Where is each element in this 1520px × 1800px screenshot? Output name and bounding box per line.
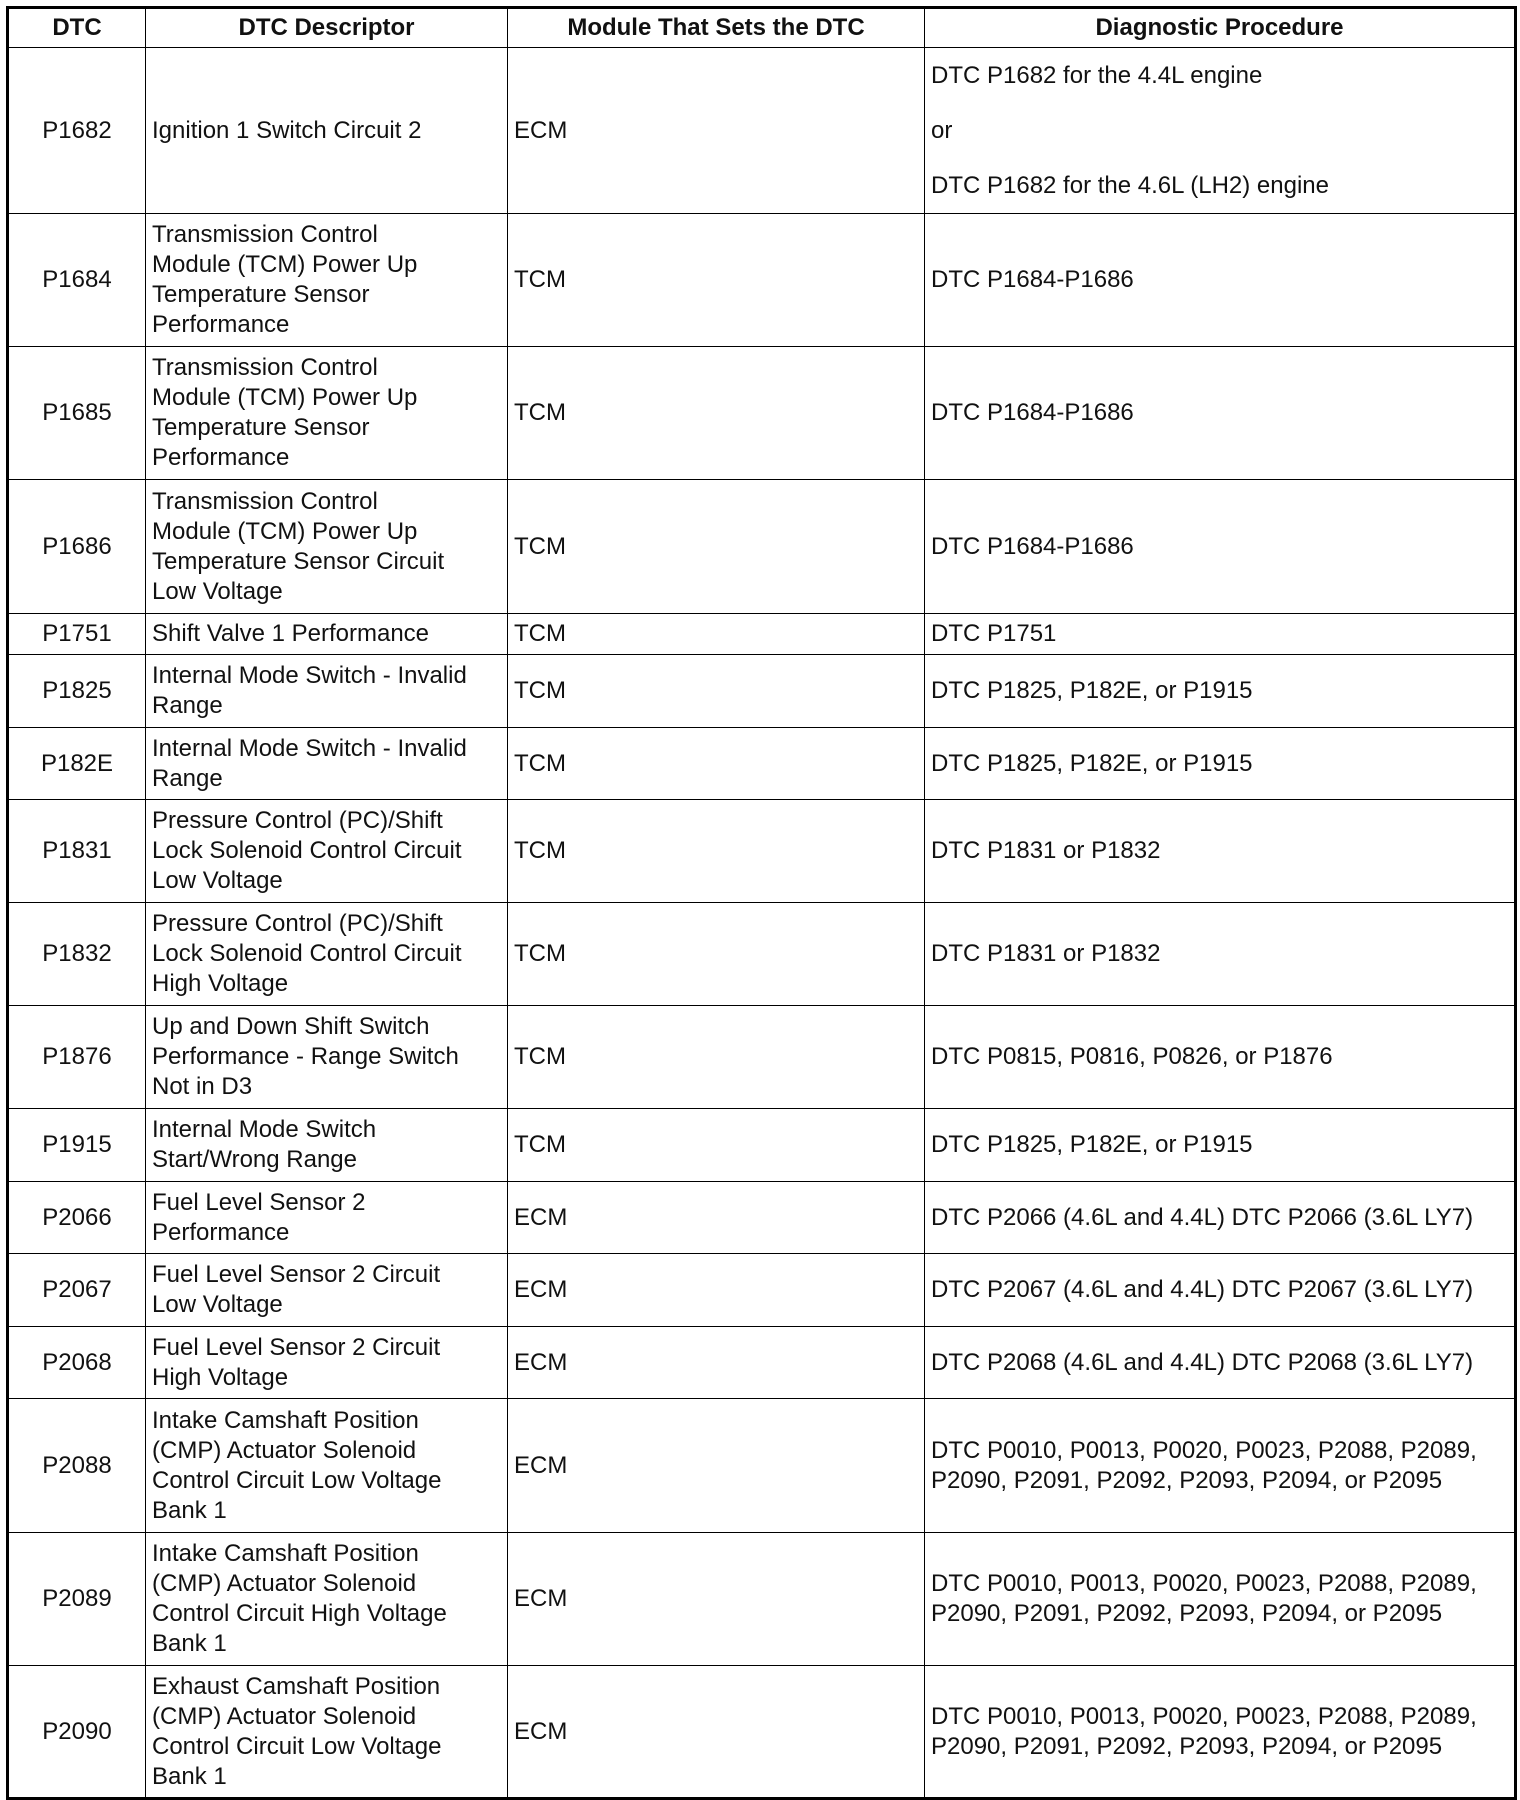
table-row [8, 347, 1516, 480]
dtc-descriptor: Internal Mode Switch - Invalid Range [146, 655, 508, 728]
dtc-module: ECM [508, 1666, 925, 1799]
dtc-table [6, 6, 1517, 1800]
dtc-code: P1751 [8, 614, 146, 655]
table-row [8, 903, 1516, 1006]
table-row [8, 728, 1516, 800]
diagnostic-procedure: DTC P1831 or P1832 [925, 800, 1516, 903]
dtc-code: P2067 [8, 1254, 146, 1327]
table-row [8, 1327, 1516, 1399]
dtc-code: P1876 [8, 1006, 146, 1109]
dtc-module: ECM [508, 1327, 925, 1399]
dtc-module: TCM [508, 903, 925, 1006]
dtc-module: TCM [508, 480, 925, 614]
table-header-row [8, 8, 1516, 48]
diagnostic-procedure: DTC P0010, P0013, P0020, P0023, P2088, P2089, P2090, P2091, P2092, P2093, P2094, or P2095 [925, 1666, 1516, 1799]
table-row [8, 800, 1516, 903]
dtc-descriptor: Ignition 1 Switch Circuit 2 [146, 48, 508, 214]
dtc-module: TCM [508, 1006, 925, 1109]
dtc-code: P1831 [8, 800, 146, 903]
dtc-code: P2090 [8, 1666, 146, 1799]
dtc-descriptor: Exhaust Camshaft Position (CMP) Actuator Solenoid Control Circuit Low Voltage Bank 1 [146, 1666, 508, 1799]
dtc-descriptor: Pressure Control (PC)/Shift Lock Solenoid Control Circuit High Voltage [146, 903, 508, 1006]
dtc-code: P1684 [8, 214, 146, 347]
diagnostic-procedure: DTC P1831 or P1832 [925, 903, 1516, 1006]
diagnostic-procedure: DTC P0010, P0013, P0020, P0023, P2088, P2089, P2090, P2091, P2092, P2093, P2094, or P2095 [925, 1533, 1516, 1666]
table-row [8, 1399, 1516, 1533]
diagnostic-procedure: DTC P2067 (4.6L and 4.4L) DTC P2067 (3.6L LY7) [925, 1254, 1516, 1327]
dtc-code: P1686 [8, 480, 146, 614]
dtc-module: TCM [508, 214, 925, 347]
diagnostic-procedure: DTC P1684-P1686 [925, 347, 1516, 480]
table-row [8, 214, 1516, 347]
dtc-descriptor: Shift Valve 1 Performance [146, 614, 508, 655]
dtc-module: TCM [508, 347, 925, 480]
dtc-module: TCM [508, 728, 925, 800]
dtc-module: TCM [508, 1109, 925, 1182]
dtc-code: P2089 [8, 1533, 146, 1666]
table-row [8, 1182, 1516, 1254]
dtc-code: P1685 [8, 347, 146, 480]
dtc-descriptor: Internal Mode Switch - Invalid Range [146, 728, 508, 800]
diagnostic-procedure: DTC P1682 for the 4.4L engine or DTC P1682 for the 4.6L (LH2) engine [925, 48, 1516, 214]
diagnostic-procedure: DTC P2068 (4.6L and 4.4L) DTC P2068 (3.6L LY7) [925, 1327, 1516, 1399]
diagnostic-procedure: DTC P1684-P1686 [925, 214, 1516, 347]
table-row [8, 614, 1516, 655]
dtc-descriptor: Up and Down Shift Switch Performance - Range Switch Not in D3 [146, 1006, 508, 1109]
dtc-module: ECM [508, 1399, 925, 1533]
dtc-module: ECM [508, 1254, 925, 1327]
diagnostic-procedure: DTC P0815, P0816, P0826, or P1876 [925, 1006, 1516, 1109]
dtc-descriptor: Intake Camshaft Position (CMP) Actuator Solenoid Control Circuit Low Voltage Bank 1 [146, 1399, 508, 1533]
table-row [8, 1006, 1516, 1109]
dtc-code: P2068 [8, 1327, 146, 1399]
dtc-module: ECM [508, 1182, 925, 1254]
dtc-descriptor: Transmission Control Module (TCM) Power Up Temperature Sensor Performance [146, 214, 508, 347]
dtc-descriptor: Fuel Level Sensor 2 Circuit High Voltage [146, 1327, 508, 1399]
table-row [8, 480, 1516, 614]
dtc-code: P1832 [8, 903, 146, 1006]
column-header-dtc: DTC [8, 8, 146, 48]
dtc-module: TCM [508, 614, 925, 655]
dtc-descriptor: Internal Mode Switch Start/Wrong Range [146, 1109, 508, 1182]
dtc-descriptor: Transmission Control Module (TCM) Power Up Temperature Sensor Performance [146, 347, 508, 480]
dtc-module: TCM [508, 655, 925, 728]
dtc-descriptor: Intake Camshaft Position (CMP) Actuator Solenoid Control Circuit High Voltage Bank 1 [146, 1533, 508, 1666]
diagnostic-procedure: DTC P1825, P182E, or P1915 [925, 655, 1516, 728]
column-header-module: Module That Sets the DTC [508, 8, 925, 48]
dtc-module: TCM [508, 800, 925, 903]
table-row [8, 1666, 1516, 1799]
dtc-module: ECM [508, 48, 925, 214]
table-row [8, 1533, 1516, 1666]
diagnostic-procedure: DTC P1684-P1686 [925, 480, 1516, 614]
column-header-dtc-descriptor: DTC Descriptor [146, 8, 508, 48]
table-row [8, 48, 1516, 214]
table-row [8, 1109, 1516, 1182]
dtc-descriptor: Pressure Control (PC)/Shift Lock Solenoid Control Circuit Low Voltage [146, 800, 508, 903]
dtc-code: P2088 [8, 1399, 146, 1533]
dtc-descriptor: Fuel Level Sensor 2 Performance [146, 1182, 508, 1254]
dtc-module: ECM [508, 1533, 925, 1666]
diagnostic-procedure: DTC P1825, P182E, or P1915 [925, 1109, 1516, 1182]
diagnostic-procedure: DTC P1751 [925, 614, 1516, 655]
dtc-code: P1915 [8, 1109, 146, 1182]
table-row [8, 655, 1516, 728]
diagnostic-procedure: DTC P2066 (4.6L and 4.4L) DTC P2066 (3.6L LY7) [925, 1182, 1516, 1254]
dtc-code: P1682 [8, 48, 146, 214]
diagnostic-procedure: DTC P1825, P182E, or P1915 [925, 728, 1516, 800]
dtc-code: P2066 [8, 1182, 146, 1254]
column-header-diagnostic-procedure: Diagnostic Procedure [925, 8, 1516, 48]
dtc-code: P1825 [8, 655, 146, 728]
diagnostic-procedure: DTC P0010, P0013, P0020, P0023, P2088, P2089, P2090, P2091, P2092, P2093, P2094, or P2095 [925, 1399, 1516, 1533]
dtc-code: P182E [8, 728, 146, 800]
dtc-descriptor: Transmission Control Module (TCM) Power Up Temperature Sensor Circuit Low Voltage [146, 480, 508, 614]
dtc-descriptor: Fuel Level Sensor 2 Circuit Low Voltage [146, 1254, 508, 1327]
table-row [8, 1254, 1516, 1327]
